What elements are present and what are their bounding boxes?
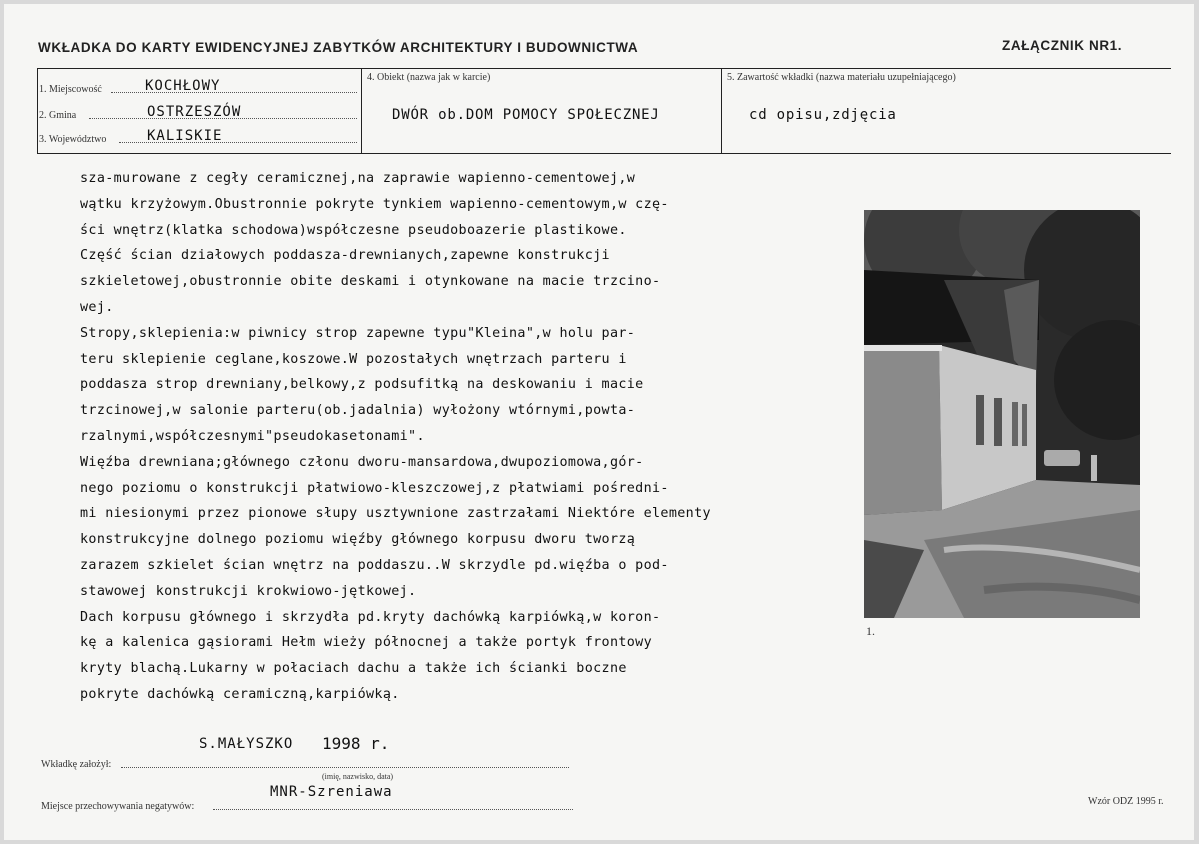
storage-value: MNR-Szreniawa	[270, 784, 393, 800]
document-title: WKŁADKA DO KARTY EWIDENCYJNEJ ZABYTKÓW ARCHITEKTURY I BUDOWNICTWA	[38, 40, 639, 55]
template-version: Wzór ODZ 1995 r.	[1088, 796, 1164, 807]
document-sheet	[4, 4, 1194, 840]
form-header-box	[37, 68, 1171, 154]
description-line: mi niesionymi przez pionowe słupy usztywnione zastrzałami Niektóre elementy	[80, 506, 711, 522]
description-line: Stropy,sklepienia:w piwnicy strop zapewne typu"Kleina",w holu par-	[80, 325, 636, 341]
description-line: Dach korpusu głównego i skrzydła pd.kryty dachówką karpiówką,w koron-	[80, 609, 661, 625]
founded-by-dots	[121, 767, 569, 768]
description-line: teru sklepienie ceglane,koszowe.W pozostałych wnętrzach parteru i	[80, 351, 627, 367]
storage-label: Miejsce przechowywania negatywów:	[41, 801, 195, 812]
contents-label: 5. Zawartość wkładki (nazwa materiału uzupełniającego)	[727, 72, 956, 83]
commune-label: 2. Gmina	[39, 110, 77, 121]
description-text	[80, 166, 711, 708]
signature-year: 1998 r.	[322, 734, 390, 753]
description-line: szkieletowej,obustronnie obite deskami i otynkowane na macie trzcino-	[80, 274, 661, 290]
object-label: 4. Obiekt (nazwa jak w karcie)	[367, 72, 491, 83]
description-line: poddasza strop drewniany,belkowy,z podsufitką na deskowaniu i macie	[80, 377, 644, 393]
form-divider-1	[361, 69, 362, 153]
description-line: rzalnymi,współczesnymi"pseudokasetonami".	[80, 428, 425, 444]
description-line: kryty blachą.Lukarny w połaciach dachu a także ich ścianki boczne	[80, 661, 627, 677]
description-line: kę a kalenica gąsiorami Hełm wieży północnej a także portyk frontowy	[80, 635, 653, 651]
locality-label: 1. Miejscowość	[39, 84, 102, 95]
founded-by-label: Wkładkę założył:	[41, 759, 112, 770]
founded-by-field	[41, 752, 569, 770]
description-line: stawowej konstrukcji krokwiowo-jętkowej.	[80, 583, 417, 599]
voivodeship-label: 3. Województwo	[39, 134, 107, 145]
description-line: wej.	[80, 299, 114, 315]
voivodeship-value: KALISKIE	[147, 128, 223, 144]
description-line: nego poziomu o konstrukcji płatwiowo-kleszczowej,z płatwiami pośredni-	[80, 480, 669, 496]
contents-value: cd opisu,zdjęcia	[749, 107, 897, 123]
locality-field	[39, 77, 357, 97]
description-line: sza-murowane z cegły ceramicznej,na zaprawie wapienno-cementowej,w	[80, 171, 636, 186]
description-line: wątku krzyżowym.Obustronnie pokryte tynkiem wapienno-cementowym,w czę-	[80, 196, 669, 212]
photo-number: 1.	[866, 624, 875, 638]
description-line: trzcinowej,w salonie parteru(ob.jadalnia) wyłożony wtórnymi,powta-	[80, 403, 636, 419]
voivodeship-field	[39, 127, 357, 147]
author-signature: S.MAŁYSZKO	[199, 736, 294, 752]
description-line: Więźba drewniana;głównego członu dworu-mansardowa,dwupoziomowa,gór-	[80, 454, 644, 470]
description-line: pokryte dachówką ceramiczną,karpiówką.	[80, 686, 400, 702]
form-left-border	[37, 69, 38, 153]
description-line: konstrukcyjne dolnego poziomu więźby głównego korpusu dworu tworzą	[80, 532, 636, 548]
description-line: ści wnętrz(klatka schodowa)współczesne pseudoboazerie plastikowe.	[80, 222, 627, 238]
object-value: DWÓR ob.DOM POMOCY SPOŁECZNEJ	[392, 107, 660, 123]
description-line: zarazem szkielet ścian wnętrz na poddaszu..W skrzydle pd.więźba o pod-	[80, 557, 669, 573]
commune-value: OSTRZESZÓW	[147, 104, 242, 120]
description-line: Część ścian działowych poddasza-drewnianych,zapewne konstrukcji	[80, 248, 610, 264]
commune-field	[39, 103, 357, 123]
founded-by-caption: (imię, nazwisko, data)	[322, 772, 394, 781]
storage-dots	[213, 809, 573, 810]
form-divider-2	[721, 69, 722, 153]
photo-manor-house	[864, 210, 1140, 618]
locality-value: KOCHŁOWY	[145, 78, 221, 94]
annex-number: ZAŁĄCZNIK NR1.	[1002, 38, 1123, 53]
